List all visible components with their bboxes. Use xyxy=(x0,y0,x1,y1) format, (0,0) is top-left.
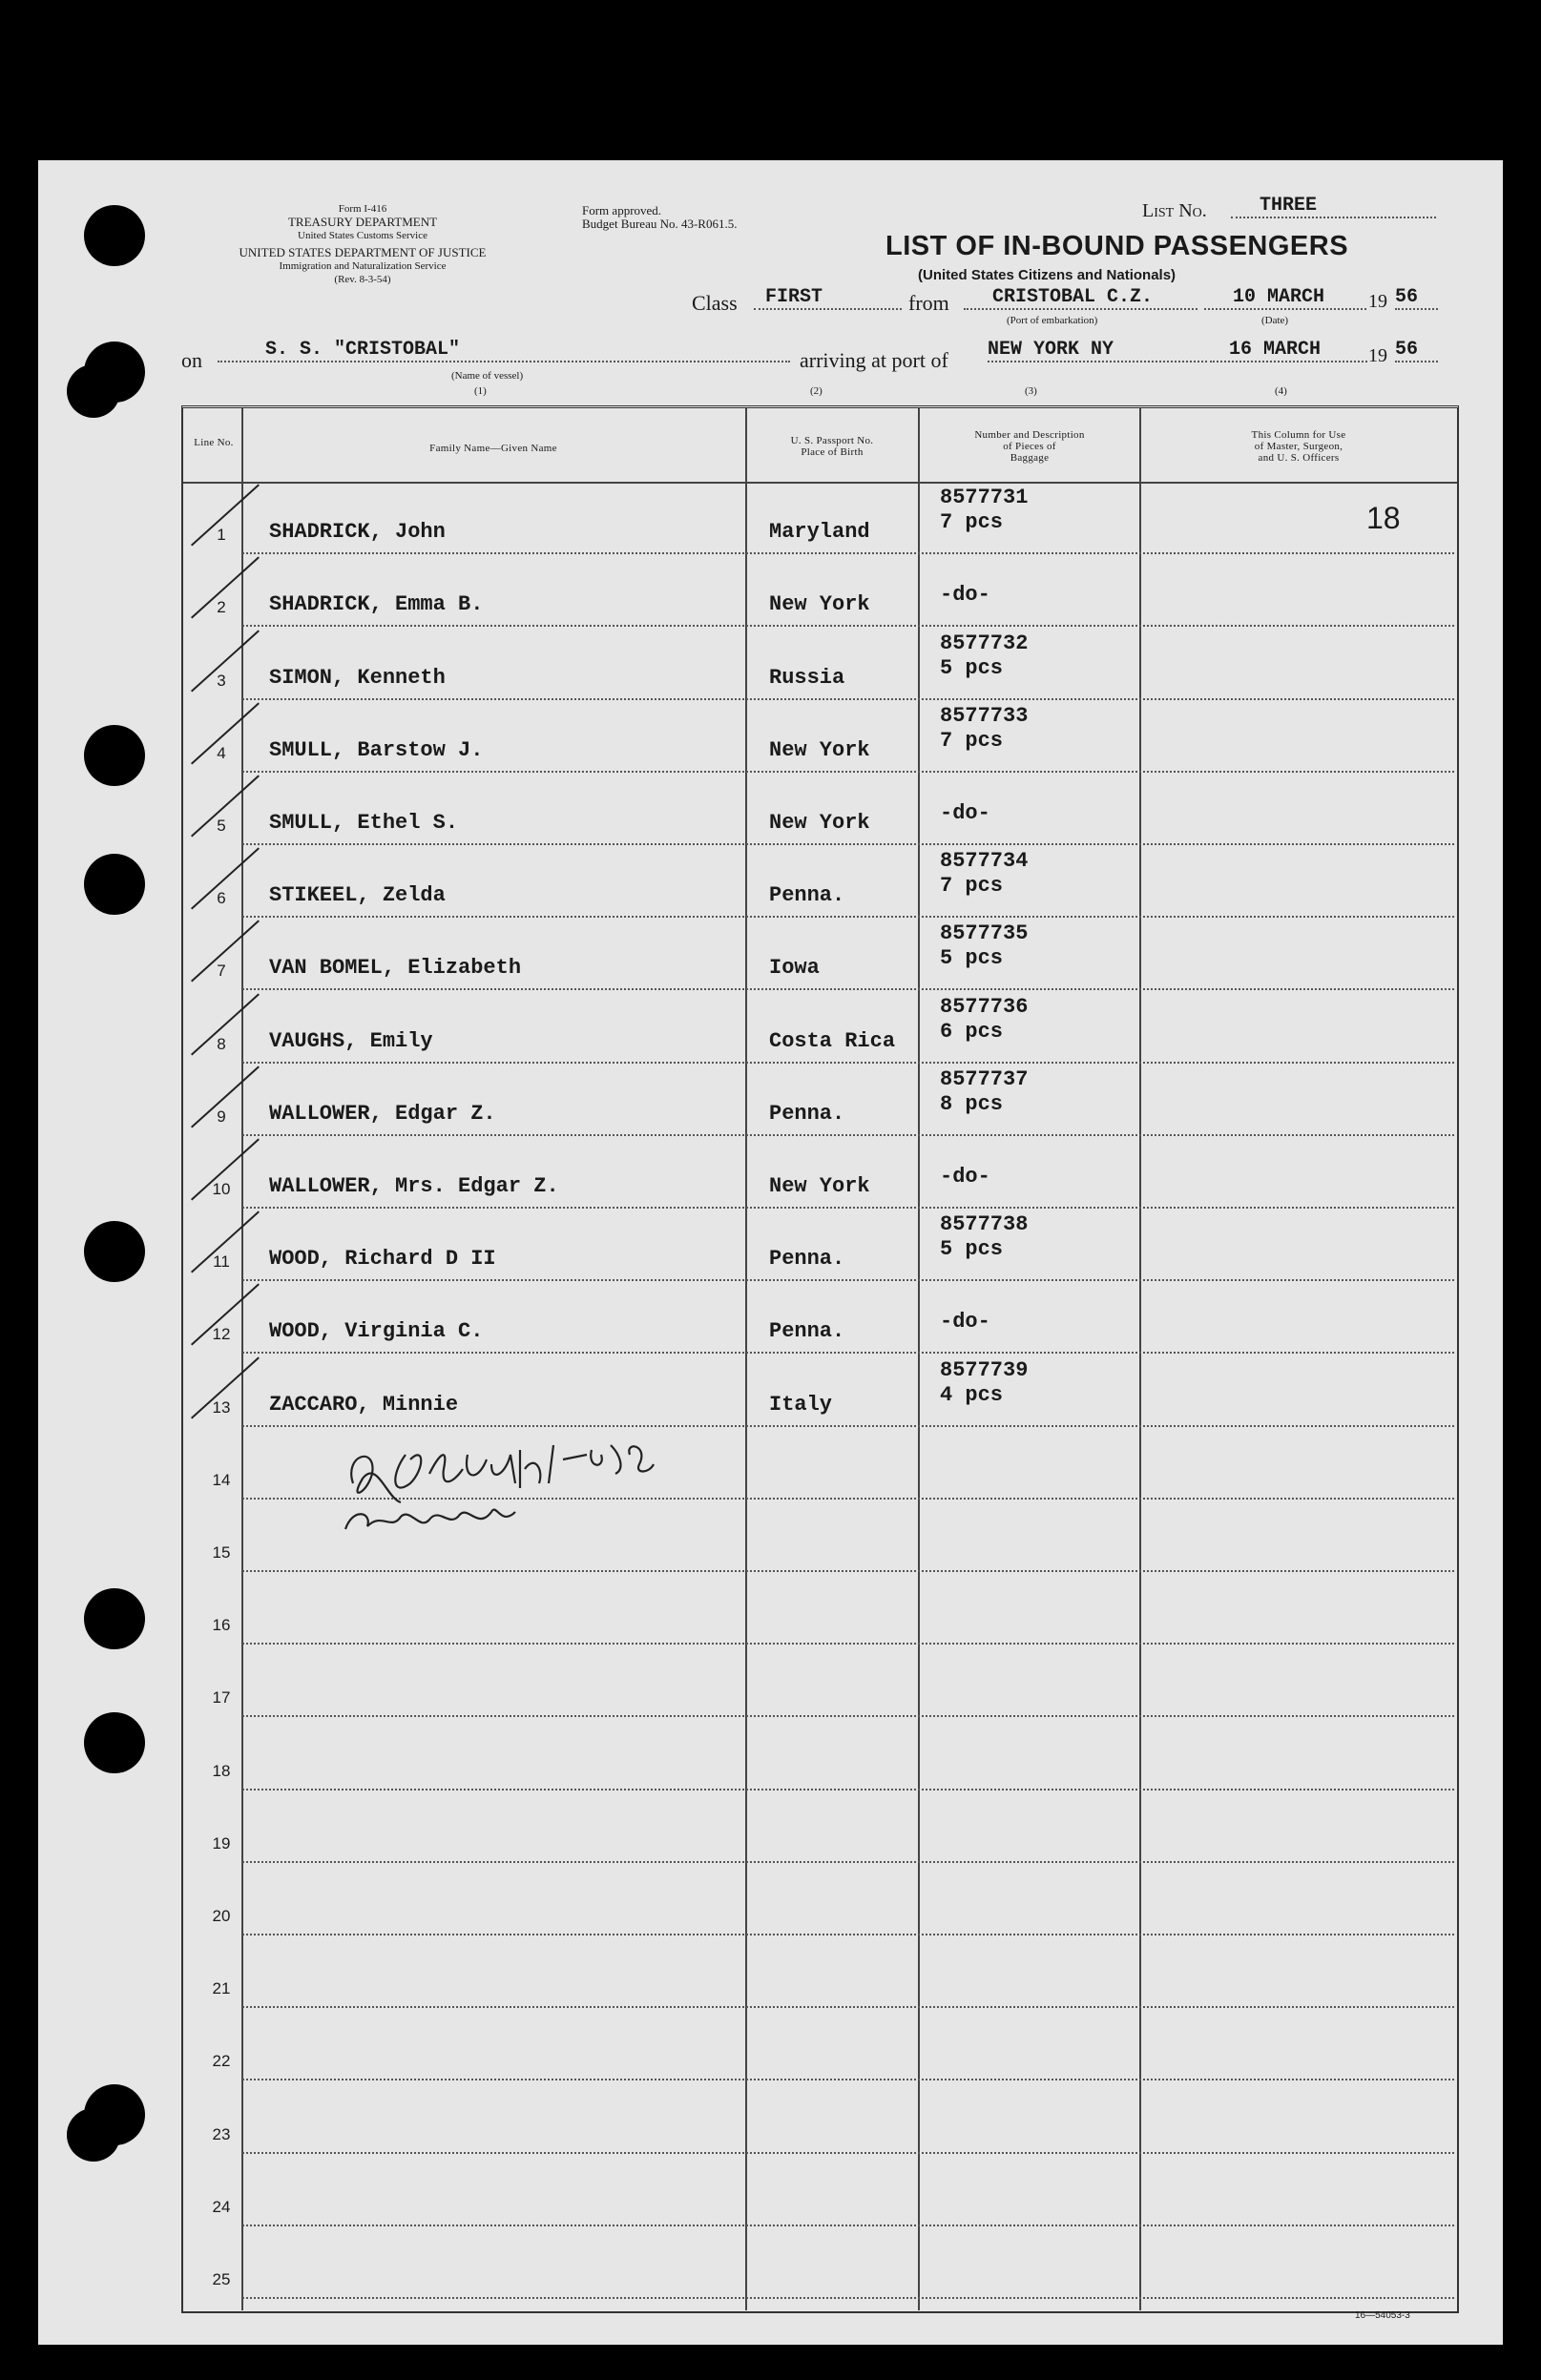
line-number: 7 xyxy=(217,962,226,981)
row-rule xyxy=(242,1570,1454,1572)
embarkation-caption: (Port of embarkation) xyxy=(1007,315,1098,326)
line-number: 19 xyxy=(212,1833,231,1852)
line-number: 22 xyxy=(212,2052,231,2071)
justice-department: UNITED STATES DEPARTMENT OF JUSTICE xyxy=(239,245,487,259)
year-prefix: 19 xyxy=(1368,291,1387,312)
row-rule xyxy=(242,1861,1454,1863)
baggage-pieces: -do- xyxy=(940,1165,990,1189)
baggage-pieces: 7 pcs xyxy=(940,510,1004,535)
passenger-name: ZACCARO, Minnie xyxy=(269,1392,459,1417)
place-of-birth: Maryland xyxy=(769,520,870,545)
punch-hole xyxy=(67,364,120,418)
punch-hole xyxy=(84,205,145,266)
baggage-number: 8577734 xyxy=(940,849,1029,874)
approval-block xyxy=(582,204,737,231)
line-number: 2 xyxy=(217,598,226,617)
customs-service: United States Customs Service xyxy=(298,230,427,241)
date-caption: (Date) xyxy=(1261,315,1289,326)
line-number: 20 xyxy=(212,1907,231,1925)
list-number-label: List No. xyxy=(1142,200,1207,221)
departure-date: 10 MARCH xyxy=(1204,286,1366,310)
col-header-baggage: Number and Description of Pieces of Baggage xyxy=(974,429,1085,464)
passenger-name: SMULL, Barstow J. xyxy=(269,737,484,762)
form-approved: Form approved. xyxy=(582,203,662,217)
row-rule xyxy=(242,1207,1454,1209)
form-number: Form I-416 xyxy=(338,203,387,215)
place-of-birth: Penna. xyxy=(769,1247,845,1272)
line-number: 6 xyxy=(217,889,226,908)
place-of-birth: Penna. xyxy=(769,1319,845,1344)
row-rule xyxy=(242,2006,1454,2008)
row-rule xyxy=(242,771,1454,773)
arrival-year: 56 xyxy=(1395,339,1438,362)
punch-hole xyxy=(67,2108,120,2162)
line-number: 21 xyxy=(212,1979,231,1998)
baggage-pieces: 8 pcs xyxy=(940,1091,1004,1116)
row-rule xyxy=(242,2297,1454,2299)
form-subtitle: (United States Citizens and Nationals) xyxy=(918,267,1177,283)
place-of-birth: Russia xyxy=(769,665,845,690)
arrival-year-prefix: 19 xyxy=(1368,345,1387,366)
row-rule xyxy=(242,698,1454,700)
form-title: LIST OF IN-BOUND PASSENGERS xyxy=(885,231,1349,261)
line-number: 10 xyxy=(212,1180,231,1198)
line-number: 16 xyxy=(212,1616,231,1635)
column-number-4: (4) xyxy=(1275,385,1287,397)
class-label: Class xyxy=(692,291,738,315)
baggage-number: 8577732 xyxy=(940,631,1029,655)
col-header-name: Family Name—Given Name xyxy=(429,443,557,454)
column-number-1: (1) xyxy=(474,385,487,397)
col-header-officers: This Column for Use of Master, Surgeon, and U. S. Officers xyxy=(1251,429,1346,464)
line-number: 13 xyxy=(212,1397,231,1417)
place-of-birth: New York xyxy=(769,1174,870,1198)
passenger-name: SMULL, Ethel S. xyxy=(269,811,459,835)
line-number: 14 xyxy=(212,1470,231,1489)
line-number: 4 xyxy=(217,743,226,762)
header-divider xyxy=(183,482,1457,484)
row-rule xyxy=(242,2152,1454,2154)
place-of-birth: Penna. xyxy=(769,1101,845,1126)
from-label: from xyxy=(908,291,949,315)
row-rule xyxy=(242,2225,1454,2226)
row-rule xyxy=(242,1279,1454,1281)
arrival-port: NEW YORK NY xyxy=(988,339,1207,362)
arriving-label: arriving at port of xyxy=(800,348,948,372)
footer-code: 16—54053-3 xyxy=(1355,2310,1410,2321)
header-agency-block xyxy=(172,202,553,286)
passenger-name: VAUGHS, Emily xyxy=(269,1028,433,1053)
column-number-3: (3) xyxy=(1025,385,1037,397)
row-rule xyxy=(242,1715,1454,1717)
passenger-name: WOOD, Virginia C. xyxy=(269,1319,484,1344)
baggage-pieces: 4 pcs xyxy=(940,1382,1004,1407)
ins-service: Immigration and Naturalization Service xyxy=(279,260,447,272)
line-number: 12 xyxy=(212,1325,231,1344)
row-rule xyxy=(242,1934,1454,1935)
col-header-passport: U. S. Passport No. Place of Birth xyxy=(790,435,874,458)
revision-date: (Rev. 8-3-54) xyxy=(334,274,391,285)
line-number: 5 xyxy=(217,817,226,835)
baggage-pieces: 7 pcs xyxy=(940,728,1004,753)
col-divider xyxy=(1139,408,1141,2310)
passenger-name: VAN BOMEL, Elizabeth xyxy=(269,956,522,981)
baggage-number: 8577738 xyxy=(940,1212,1029,1237)
line-number: 1 xyxy=(217,526,226,545)
place-of-birth: Iowa xyxy=(769,956,820,981)
officers-note: 18 xyxy=(1366,501,1401,535)
passenger-name: WALLOWER, Edgar Z. xyxy=(269,1101,496,1126)
place-of-birth: Penna. xyxy=(769,883,845,908)
col-divider xyxy=(745,408,747,2310)
passenger-table xyxy=(181,405,1459,2313)
passenger-name: WOOD, Richard D II xyxy=(269,1247,496,1272)
line-number: 25 xyxy=(212,2270,231,2288)
row-rule xyxy=(242,916,1454,918)
punch-hole xyxy=(84,1712,145,1773)
departure-year: 56 xyxy=(1395,286,1438,310)
inspector-signature xyxy=(334,1417,697,1541)
baggage-pieces: 5 pcs xyxy=(940,1237,1004,1262)
baggage-number: 8577736 xyxy=(940,994,1029,1019)
line-number: 17 xyxy=(212,1688,231,1707)
line-number: 11 xyxy=(213,1252,230,1272)
baggage-number: 8577733 xyxy=(940,703,1029,728)
line-number: 3 xyxy=(217,671,226,690)
baggage-pieces: -do- xyxy=(940,583,990,608)
col-divider xyxy=(241,408,243,2310)
baggage-number: 8577737 xyxy=(940,1066,1029,1091)
baggage-number: 8577739 xyxy=(940,1357,1029,1382)
passenger-name: WALLOWER, Mrs. Edgar Z. xyxy=(269,1174,559,1198)
passenger-name: STIKEEL, Zelda xyxy=(269,883,446,908)
col-divider xyxy=(918,408,920,2310)
punch-hole xyxy=(84,1221,145,1282)
treasury-department: TREASURY DEPARTMENT xyxy=(287,215,438,229)
baggage-number: 8577731 xyxy=(940,486,1029,510)
line-number: 18 xyxy=(212,1761,231,1780)
place-of-birth: New York xyxy=(769,811,870,835)
on-label: on xyxy=(181,348,202,372)
row-rule xyxy=(242,1062,1454,1064)
row-rule xyxy=(242,988,1454,990)
vessel-caption: (Name of vessel) xyxy=(451,370,524,382)
line-number: 23 xyxy=(212,2124,231,2143)
row-rule xyxy=(242,1643,1454,1645)
arrival-date: 16 MARCH xyxy=(1210,339,1367,362)
place-of-birth: Italy xyxy=(769,1392,833,1417)
row-rule xyxy=(242,625,1454,627)
row-rule xyxy=(242,2079,1454,2080)
line-number: 9 xyxy=(217,1107,226,1126)
place-of-birth: Costa Rica xyxy=(769,1028,896,1053)
class-value: FIRST xyxy=(754,286,902,310)
line-number: 24 xyxy=(212,2197,231,2216)
place-of-birth: New York xyxy=(769,737,870,762)
budget-bureau: Budget Bureau No. 43-R061.5. xyxy=(582,217,738,231)
baggage-pieces: 5 pcs xyxy=(940,946,1004,971)
col-header-line: Line No. xyxy=(194,437,234,448)
row-rule xyxy=(242,1352,1454,1354)
punch-hole xyxy=(84,1588,145,1649)
line-number: 15 xyxy=(212,1543,231,1562)
punch-hole xyxy=(84,725,145,786)
baggage-pieces: -do- xyxy=(940,1310,990,1335)
row-rule xyxy=(242,552,1454,554)
list-number-value: THREE xyxy=(1231,195,1436,218)
row-rule xyxy=(242,1134,1454,1136)
passenger-name: SIMON, Kenneth xyxy=(269,665,446,690)
baggage-number: 8577735 xyxy=(940,921,1029,946)
baggage-pieces: 7 pcs xyxy=(940,874,1004,899)
passenger-name: SHADRICK, John xyxy=(269,520,446,545)
embarkation-port: CRISTOBAL C.Z. xyxy=(964,286,1197,310)
punch-hole xyxy=(84,854,145,915)
place-of-birth: New York xyxy=(769,592,870,617)
row-rule xyxy=(242,843,1454,845)
column-number-2: (2) xyxy=(810,385,823,397)
line-number: 8 xyxy=(217,1034,226,1053)
baggage-pieces: -do- xyxy=(940,801,990,825)
passenger-name: SHADRICK, Emma B. xyxy=(269,592,484,617)
baggage-pieces: 5 pcs xyxy=(940,655,1004,680)
vessel-name: S. S. "CRISTOBAL" xyxy=(218,339,790,362)
row-rule xyxy=(242,1789,1454,1790)
baggage-pieces: 6 pcs xyxy=(940,1019,1004,1044)
